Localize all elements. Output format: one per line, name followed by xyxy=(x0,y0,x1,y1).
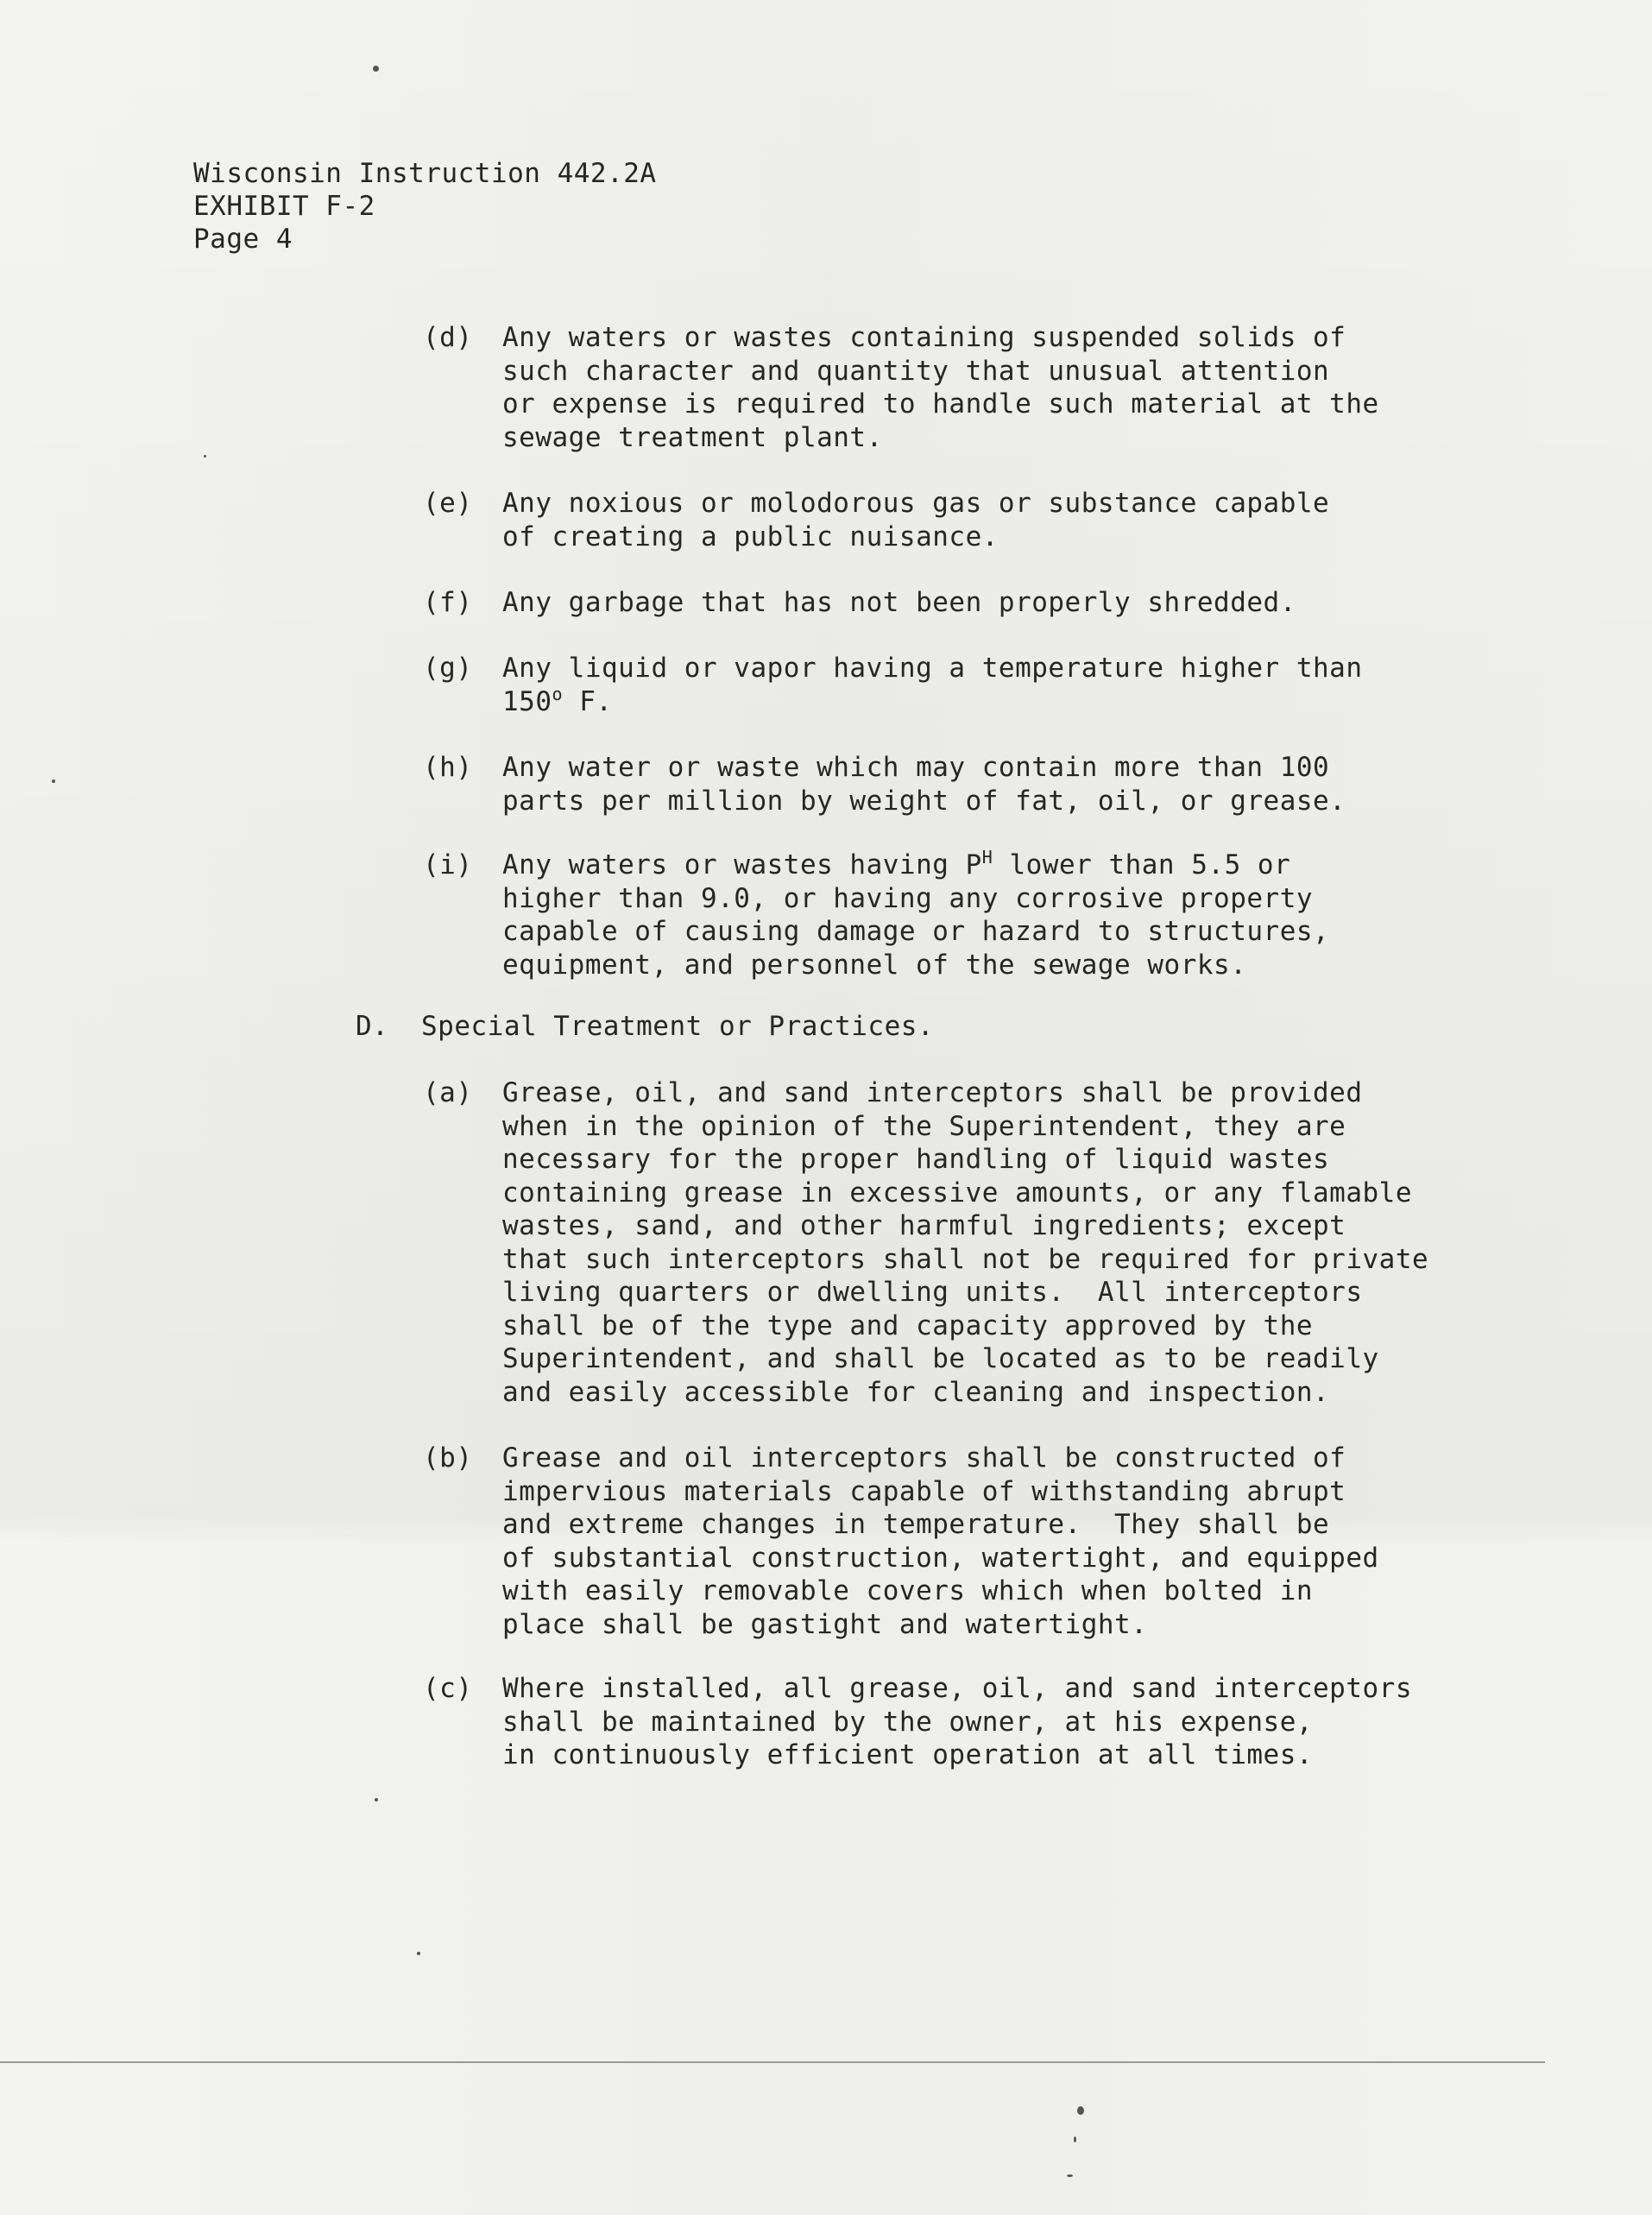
scan-speck xyxy=(375,1798,378,1802)
scan-speck xyxy=(1077,2106,1084,2115)
text-line xyxy=(502,685,1363,719)
item-marker: (d) xyxy=(423,322,473,353)
item-marker: (h) xyxy=(423,752,473,783)
text-line: Any noxious or molodorous gas or substance capable xyxy=(502,488,1330,519)
text-line: and easily accessible for cleaning and inspection. xyxy=(502,1376,1330,1408)
scan-speck xyxy=(204,455,206,458)
text-line: necessary for the proper handling of liquid wastes xyxy=(502,1144,1330,1175)
degree-symbol: o xyxy=(552,683,564,704)
text-line: and extreme changes in temperature. They shall be xyxy=(502,1509,1330,1540)
text-line: Any water or waste which may contain more than 100 xyxy=(502,752,1330,783)
text-line: shall be maintained by the owner, at his expense, xyxy=(502,1706,1314,1738)
text-line: shall be of the type and capacity approved by the xyxy=(502,1309,1314,1341)
text-line: that such interceptors shall not be required for private xyxy=(502,1243,1429,1275)
ph-text-post: lower than 5.5 or xyxy=(993,849,1291,880)
section-letter: D. xyxy=(356,1011,389,1042)
text-line: Grease and oil interceptors shall be constructed of xyxy=(502,1442,1346,1474)
text-line: when in the opinion of the Superintendent, they are xyxy=(502,1110,1346,1142)
header-instruction: Wisconsin Instruction 442.2A xyxy=(193,158,657,189)
temperature-unit: F. xyxy=(563,685,613,717)
item-text xyxy=(502,1076,1428,1409)
text-line: with easily removable covers which when bolted in xyxy=(502,1575,1314,1606)
item-marker: (c) xyxy=(423,1673,473,1704)
text-line: sewage treatment plant. xyxy=(502,421,883,453)
item-text xyxy=(502,849,1329,981)
text-line: Any liquid or vapor having a temperature higher than xyxy=(502,653,1363,684)
ph-text-pre: Any waters or wastes having P xyxy=(502,849,982,880)
item-marker: (i) xyxy=(423,849,473,880)
item-text xyxy=(502,321,1379,454)
text-line: Grease, oil, and sand interceptors shall be provided xyxy=(502,1077,1363,1108)
text-line: living quarters or dwelling units. All interceptors xyxy=(502,1277,1363,1308)
item-marker: (b) xyxy=(423,1442,473,1474)
text-line: wastes, sand, and other harmful ingredients; except xyxy=(502,1210,1346,1241)
scan-speck xyxy=(52,779,55,783)
text-line: Any garbage that has not been properly shredded. xyxy=(502,587,1296,618)
item-text xyxy=(502,751,1346,817)
scan-speck xyxy=(1074,2136,1076,2142)
text-line xyxy=(502,849,1329,882)
temperature-value: 150 xyxy=(502,685,552,717)
text-line: equipment, and personnel of the sewage works. xyxy=(502,949,1247,981)
text-line: Any waters or wastes containing suspended solids of xyxy=(502,322,1346,353)
text-line: impervious materials capable of withstanding abrupt xyxy=(502,1475,1346,1507)
scan-speck xyxy=(373,66,379,72)
item-text xyxy=(502,586,1296,620)
item-text xyxy=(502,1672,1412,1772)
scan-speck xyxy=(1067,2174,1073,2177)
text-line: Superintendent, and shall be located as to be readily xyxy=(502,1343,1379,1374)
document-header xyxy=(193,157,657,256)
item-marker: (f) xyxy=(423,587,473,618)
text-line: of creating a public nuisance. xyxy=(502,521,999,552)
item-marker: (e) xyxy=(423,488,473,519)
text-line: parts per million by weight of fat, oil, or grease. xyxy=(502,785,1346,817)
text-line: higher than 9.0, or having any corrosive property xyxy=(502,882,1314,914)
header-exhibit: EXHIBIT F-2 xyxy=(193,191,375,222)
item-marker: (a) xyxy=(423,1077,473,1108)
text-line: Where installed, all grease, oil, and sand interceptors xyxy=(502,1673,1412,1704)
item-text xyxy=(502,487,1329,553)
text-line: in continuously efficient operation at all times. xyxy=(502,1739,1314,1770)
text-line: of substantial construction, watertight, and equipped xyxy=(502,1542,1379,1574)
header-page-number: Page 4 xyxy=(193,224,293,255)
text-line: place shall be gastight and watertight. xyxy=(502,1608,1148,1640)
item-text xyxy=(502,652,1363,718)
text-line: such character and quantity that unusual attention xyxy=(502,355,1330,387)
page-fold-line xyxy=(0,2061,1545,2063)
text-line: containing grease in excessive amounts, or any flamable xyxy=(502,1177,1412,1208)
section-title: Special Treatment or Practices. xyxy=(421,1011,935,1042)
item-marker: (g) xyxy=(423,653,473,684)
text-line: capable of causing damage or hazard to structures, xyxy=(502,916,1330,947)
text-line: or expense is required to handle such material at the xyxy=(502,388,1379,420)
ph-superscript: H xyxy=(981,847,993,868)
item-text xyxy=(502,1442,1379,1641)
scan-speck xyxy=(417,1952,420,1955)
